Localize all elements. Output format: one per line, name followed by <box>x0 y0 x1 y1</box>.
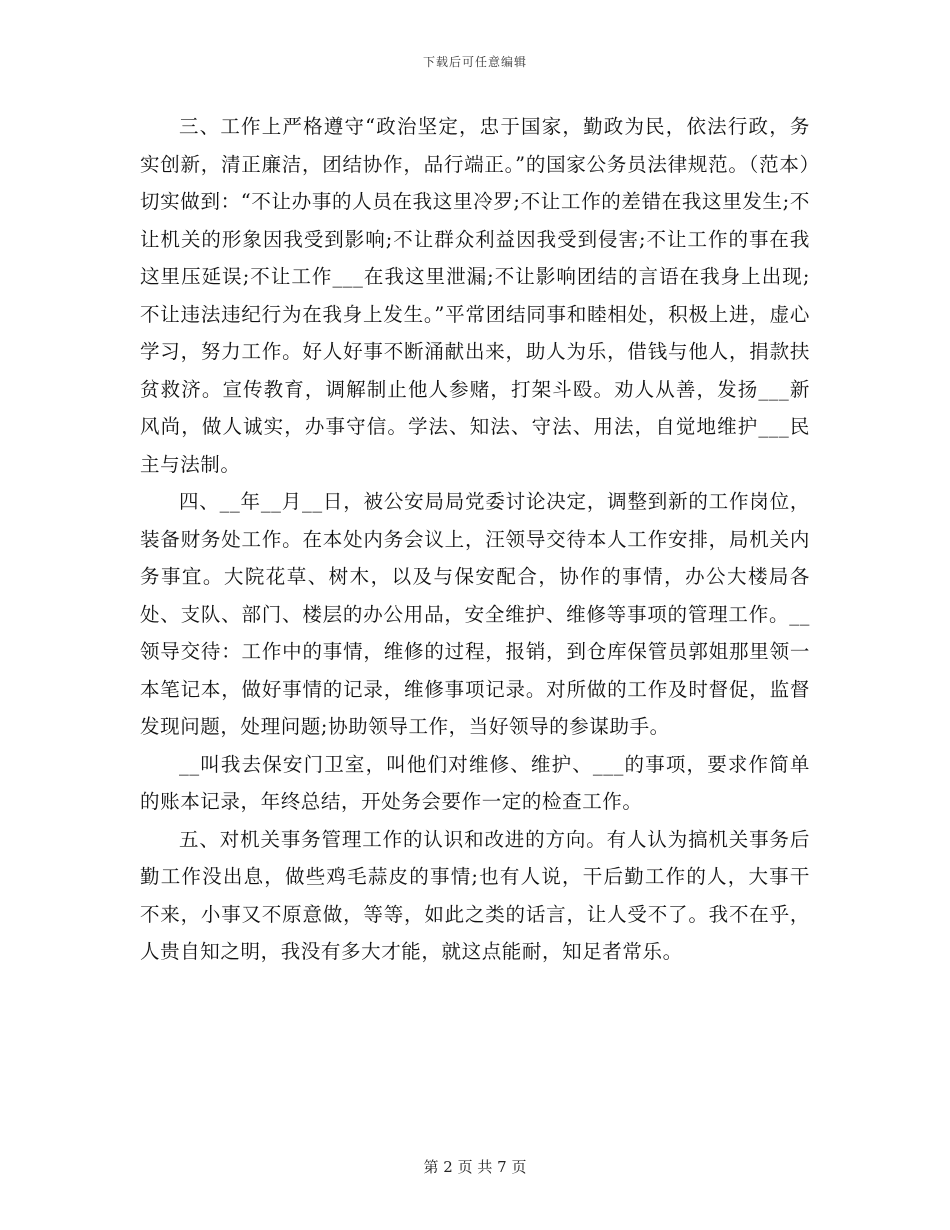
page-header: 下载后可任意编辑 <box>422 55 527 69</box>
paragraph-section-three: 三、工作上严格遵守“政治坚定，忠于国家，勤政为民，依法行政，务实创新，清正廉洁，团结协作，品行端正。”的国家公务员法律规范。（范本）切实做到：“不让办事的人员在我这里冷罗;不让工作的差错在我这里发生;不让机关的形象因我受到影响;不让群众利益因我受到侵害;不让工作的事在我这里压延误;不让工作___在我这里泄漏;不让影响团结的言语在我身上出现;不让违法违纪行为在我身上发生。”平常团结同事和睦相处，积极上进，虚心学习，努力工作。好人好事不断涌献出来，助人为乐，借钱与他人，捐款扶贫救济。宣传教育，调解制止他人参赌，打架斗殴。劝人从善，发扬___新风尚，做人诚实，办事守信。学法、知法、守法、用法，自觉地维护___民主与法制。 <box>140 115 810 476</box>
paragraph-section-four: 四、__年__月__日，被公安局局党委讨论决定，调整到新的工作岗位，装备财务处工作。在本处内务会议上，汪领导交待本人工作安排，局机关内务事宜。大院花草、树木，以及与保安配合，协作的事情，办公大楼局各处、支队、部门、楼层的办公用品，安全维护、维修等事项的管理工作。__领导交待：工作中的事情，维修的过程，报销，到仓库保管员郭姐那里领一本笔记本，做好事情的记录，维修事项记录。对所做的工作及时督促，监督发现问题，处理问题;协助领导工作，当好领导的参谋助手。 <box>140 490 810 738</box>
page-number: 第 2 页 共 7 页 <box>423 1158 527 1176</box>
document-body <box>140 108 810 971</box>
paragraph-security-note: __叫我去保安门卫室，叫他们对维修、维护、___的事项，要求作简单的账本记录，年终总结，开处务会要作一定的检查工作。 <box>140 752 810 813</box>
paragraph-section-five: 五、对机关事务管理工作的认识和改进的方向。有人认为搞机关事务后勤工作没出息，做些鸡毛蒜皮的事情;也有人说，干后勤工作的人，大事干不来，小事又不原意做，等等，如此之类的话言，让人受不了。我不在乎，人贵自知之明，我没有多大才能，就这点能耐，知足者常乐。 <box>140 827 810 963</box>
